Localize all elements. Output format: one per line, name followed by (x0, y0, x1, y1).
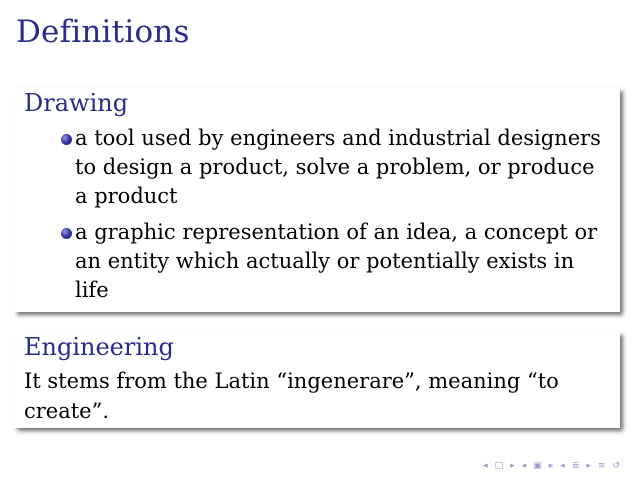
subsection-next-icon[interactable]: ▸ (548, 461, 554, 471)
definition-list (24, 124, 610, 305)
list-item-text: a tool used by engineers and industrial designers to design a product, solve a problem, or produce a product (75, 126, 601, 208)
block-text: It stems from the Latin “ingenerare”, meaning “to create”. (24, 369, 559, 423)
section-prev-icon[interactable]: ◂ (560, 461, 565, 471)
bullet-icon (61, 134, 72, 145)
definition-block-engineering (14, 332, 620, 428)
block-title-engineering: Engineering (24, 333, 174, 361)
list-item (24, 218, 610, 305)
bullet-icon (61, 228, 72, 239)
frame-next-icon[interactable]: ▸ (510, 461, 515, 471)
block-title-drawing: Drawing (24, 89, 129, 117)
block-body (14, 362, 620, 434)
block-body (14, 118, 620, 320)
list-item-text: a graphic representation of an idea, a concept or an entity which actually or potentially exists in life (75, 220, 598, 302)
frame-prev-icon[interactable]: ◂ (483, 461, 488, 471)
navigation-bar (483, 461, 620, 471)
section-next-icon[interactable]: ▸ (586, 461, 591, 471)
section-icon[interactable]: ≣ (571, 461, 580, 471)
definition-block-drawing (14, 88, 620, 312)
subsection-icon[interactable]: ▣ (533, 461, 542, 471)
page-title: Definitions (16, 14, 190, 50)
frame-icon[interactable]: □ (494, 461, 504, 471)
list-item (24, 124, 610, 211)
subsection-prev-icon[interactable]: ◂ (521, 461, 527, 471)
zoom-icon[interactable]: ↺ (612, 461, 620, 471)
align-icon[interactable]: ≡ (597, 461, 606, 471)
